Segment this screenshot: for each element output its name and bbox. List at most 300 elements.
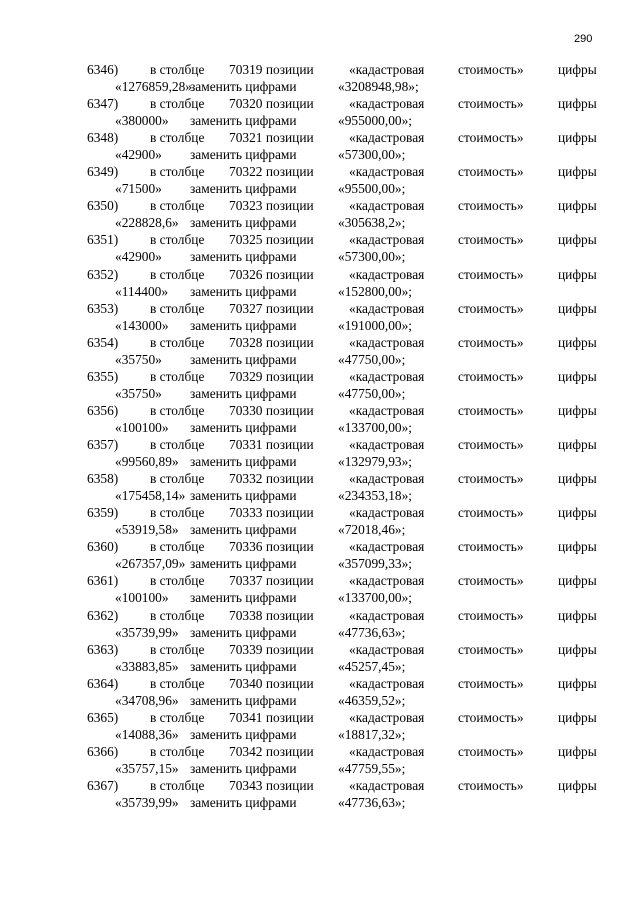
amendment-item	[0, 129, 640, 163]
item-number: 6352)	[87, 266, 119, 282]
position-code	[229, 61, 314, 78]
position-code-value: 70333	[229, 505, 263, 521]
item-number: 6361)	[87, 573, 119, 589]
column-label: в столбце	[150, 641, 205, 657]
amendment-item	[0, 572, 640, 606]
cost-label: стоимость»	[458, 675, 524, 691]
replace-label: заменить цифрами	[190, 794, 297, 810]
amendment-item	[0, 266, 640, 300]
amendment-line-2	[0, 78, 640, 95]
old-value: «42900»	[115, 147, 162, 163]
new-value: «234353,18»;	[338, 488, 413, 504]
old-value: «100100»	[115, 419, 169, 435]
old-value: «35750»	[115, 351, 162, 367]
position-code	[229, 777, 314, 794]
position-code	[229, 402, 314, 419]
cost-label: стоимость»	[458, 709, 524, 725]
column-label: в столбце	[150, 368, 205, 384]
position-label: позиции	[265, 709, 314, 725]
replace-label: заменить цифрами	[190, 113, 297, 129]
digits-label: цифры	[558, 743, 597, 759]
digits-label: цифры	[558, 777, 597, 793]
position-code-value: 70326	[229, 266, 263, 282]
amendment-line-1	[0, 743, 640, 760]
old-value: «35739,99»	[115, 794, 179, 810]
replace-label: заменить цифрами	[190, 317, 297, 333]
position-label: позиции	[265, 402, 314, 418]
item-number: 6354)	[87, 334, 119, 350]
position-code	[229, 504, 314, 521]
amendment-item	[0, 163, 640, 197]
item-number: 6365)	[87, 709, 119, 725]
item-number: 6353)	[87, 300, 119, 316]
column-label: в столбце	[150, 777, 205, 793]
item-number: 6360)	[87, 539, 119, 555]
amendment-item	[0, 436, 640, 470]
amendment-item	[0, 95, 640, 129]
cadastral-label: «кадастровая	[349, 505, 425, 521]
digits-label: цифры	[558, 368, 597, 384]
digits-label: цифры	[558, 607, 597, 623]
old-value: «1276859,28»	[115, 79, 192, 94]
new-value: «133700,00»;	[338, 419, 413, 435]
digits-label: цифры	[558, 539, 597, 555]
replace-label: заменить цифрами	[190, 147, 297, 163]
position-label: позиции	[265, 96, 314, 112]
column-label: в столбце	[150, 232, 205, 248]
position-label: позиции	[265, 675, 314, 691]
digits-label: цифры	[558, 505, 597, 521]
old-value: «14088,36»	[115, 726, 179, 742]
amendment-line-2	[0, 555, 640, 572]
position-code-value: 70340	[229, 675, 263, 691]
digits-label: цифры	[558, 266, 597, 282]
amendment-line-2	[0, 283, 640, 300]
position-code-value: 70329	[229, 368, 263, 384]
amendment-line-2	[0, 180, 640, 197]
old-value: «100100»	[115, 590, 169, 606]
position-code	[229, 95, 314, 112]
cost-label: стоимость»	[458, 62, 524, 77]
replace-label: заменить цифрами	[190, 760, 297, 776]
position-label: позиции	[265, 62, 314, 77]
replace-label: заменить цифрами	[190, 419, 297, 435]
item-number: 6357)	[87, 437, 119, 453]
amendment-line-2	[0, 487, 640, 504]
digits-label: цифры	[558, 641, 597, 657]
amendment-item	[0, 504, 640, 538]
item-number: 6367)	[87, 777, 119, 793]
amendment-line-2	[0, 794, 640, 811]
position-code	[229, 129, 314, 146]
cost-label: стоимость»	[458, 368, 524, 384]
replace-label: заменить цифрами	[190, 181, 297, 197]
position-code	[229, 368, 314, 385]
amendment-line-1	[0, 197, 640, 214]
digits-label: цифры	[558, 334, 597, 350]
old-value: «114400»	[115, 283, 169, 299]
amendment-line-2	[0, 317, 640, 334]
column-label: в столбце	[150, 505, 205, 521]
cadastral-label: «кадастровая	[349, 368, 425, 384]
replace-label: заменить цифрами	[190, 351, 297, 367]
new-value: «305638,2»;	[338, 215, 406, 231]
cadastral-label: «кадастровая	[349, 198, 425, 214]
amendment-line-1	[0, 61, 640, 78]
item-number: 6363)	[87, 641, 119, 657]
position-code-value: 70338	[229, 607, 263, 623]
old-value: «71500»	[115, 181, 162, 197]
position-label: позиции	[265, 573, 314, 589]
position-code	[229, 266, 314, 283]
amendment-line-2	[0, 351, 640, 368]
amendment-item	[0, 334, 640, 368]
amendment-line-1	[0, 538, 640, 555]
digits-label: цифры	[558, 402, 597, 418]
position-code-value: 70343	[229, 777, 263, 793]
amendment-line-1	[0, 641, 640, 658]
amendment-line-2	[0, 760, 640, 777]
position-code-value: 70336	[229, 539, 263, 555]
amendment-line-1	[0, 402, 640, 419]
column-label: в столбце	[150, 607, 205, 623]
item-number: 6346)	[87, 62, 119, 77]
cadastral-label: «кадастровая	[349, 130, 425, 146]
amendment-line-2	[0, 692, 640, 709]
position-code	[229, 641, 314, 658]
amendment-item	[0, 641, 640, 675]
amendment-line-1	[0, 675, 640, 692]
cost-label: стоимость»	[458, 437, 524, 453]
position-code	[229, 538, 314, 555]
amendment-item	[0, 231, 640, 265]
amendment-line-1	[0, 266, 640, 283]
cadastral-label: «кадастровая	[349, 675, 425, 691]
amendment-line-1	[0, 300, 640, 317]
replace-label: заменить цифрами	[190, 658, 297, 674]
amendment-line-2	[0, 624, 640, 641]
digits-label: цифры	[558, 573, 597, 589]
column-label: в столбце	[150, 573, 205, 589]
replace-label: заменить цифрами	[190, 249, 297, 265]
old-value: «53919,58»	[115, 522, 179, 538]
amendment-list	[0, 61, 640, 811]
position-label: позиции	[265, 777, 314, 793]
new-value: «47736,63»;	[338, 624, 406, 640]
cadastral-label: «кадастровая	[349, 471, 425, 487]
old-value: «175458,14»	[115, 488, 186, 504]
cost-label: стоимость»	[458, 573, 524, 589]
position-label: позиции	[265, 641, 314, 657]
digits-label: цифры	[558, 130, 597, 146]
replace-label: заменить цифрами	[190, 385, 297, 401]
cost-label: стоимость»	[458, 334, 524, 350]
column-label: в столбце	[150, 437, 205, 453]
new-value: «955000,00»;	[338, 113, 413, 129]
position-code	[229, 470, 314, 487]
item-number: 6356)	[87, 402, 119, 418]
column-label: в столбце	[150, 402, 205, 418]
column-label: в столбце	[150, 62, 205, 77]
cost-label: стоимость»	[458, 266, 524, 282]
replace-label: заменить цифрами	[190, 624, 297, 640]
amendment-line-2	[0, 112, 640, 129]
position-code	[229, 163, 314, 180]
digits-label: цифры	[558, 96, 597, 112]
replace-label: заменить цифрами	[190, 522, 297, 538]
position-code-value: 70319	[229, 62, 263, 77]
cadastral-label: «кадастровая	[349, 743, 425, 759]
item-number: 6347)	[87, 96, 119, 112]
old-value: «35750»	[115, 385, 162, 401]
amendment-line-2	[0, 248, 640, 265]
new-value: «133700,00»;	[338, 590, 413, 606]
amendment-line-1	[0, 572, 640, 589]
position-code-value: 70323	[229, 198, 263, 214]
column-label: в столбце	[150, 266, 205, 282]
item-number: 6348)	[87, 130, 119, 146]
position-code-value: 70331	[229, 437, 263, 453]
replace-label: заменить цифрами	[190, 215, 297, 231]
position-label: позиции	[265, 437, 314, 453]
new-value: «46359,52»;	[338, 692, 406, 708]
old-value: «35757,15»	[115, 760, 179, 776]
old-value: «267357,09»	[115, 556, 186, 572]
new-value: «47736,63»;	[338, 794, 406, 810]
position-code-value: 70342	[229, 743, 263, 759]
amendment-line-2	[0, 521, 640, 538]
position-code	[229, 334, 314, 351]
digits-label: цифры	[558, 675, 597, 691]
item-number: 6350)	[87, 198, 119, 214]
amendment-line-1	[0, 607, 640, 624]
digits-label: цифры	[558, 198, 597, 214]
column-label: в столбце	[150, 471, 205, 487]
new-value: «57300,00»;	[338, 147, 406, 163]
old-value: «34708,96»	[115, 692, 179, 708]
position-label: позиции	[265, 743, 314, 759]
amendment-line-2	[0, 385, 640, 402]
amendment-item	[0, 368, 640, 402]
amendment-item	[0, 777, 640, 811]
amendment-line-1	[0, 95, 640, 112]
cadastral-label: «кадастровая	[349, 232, 425, 248]
amendment-item	[0, 470, 640, 504]
cost-label: стоимость»	[458, 777, 524, 793]
amendment-item	[0, 709, 640, 743]
position-code-value: 70322	[229, 164, 263, 180]
position-label: позиции	[265, 334, 314, 350]
new-value: «95500,00»;	[338, 181, 406, 197]
replace-label: заменить цифрами	[190, 283, 297, 299]
cadastral-label: «кадастровая	[349, 334, 425, 350]
new-value: «18817,32»;	[338, 726, 406, 742]
position-code-value: 70341	[229, 709, 263, 725]
amendment-line-2	[0, 146, 640, 163]
item-number: 6359)	[87, 505, 119, 521]
column-label: в столбце	[150, 675, 205, 691]
column-label: в столбце	[150, 334, 205, 350]
cost-label: стоимость»	[458, 130, 524, 146]
position-label: позиции	[265, 607, 314, 623]
amendment-line-1	[0, 777, 640, 794]
amendment-item	[0, 607, 640, 641]
position-label: позиции	[265, 539, 314, 555]
new-value: «47750,00»;	[338, 385, 406, 401]
new-value: «45257,45»;	[338, 658, 406, 674]
column-label: в столбце	[150, 539, 205, 555]
amendment-item	[0, 197, 640, 231]
amendment-item	[0, 743, 640, 777]
amendment-item	[0, 675, 640, 709]
cadastral-label: «кадастровая	[349, 573, 425, 589]
cadastral-label: «кадастровая	[349, 402, 425, 418]
amendment-line-1	[0, 163, 640, 180]
new-value: «152800,00»;	[338, 283, 413, 299]
cost-label: стоимость»	[458, 402, 524, 418]
position-code-value: 70332	[229, 471, 263, 487]
cost-label: стоимость»	[458, 743, 524, 759]
position-code-value: 70327	[229, 300, 263, 316]
replace-label: заменить цифрами	[190, 692, 297, 708]
amendment-line-1	[0, 231, 640, 248]
column-label: в столбце	[150, 198, 205, 214]
new-value: «3208948,98»;	[338, 79, 419, 94]
new-value: «357099,33»;	[338, 556, 413, 572]
cost-label: стоимость»	[458, 96, 524, 112]
position-code	[229, 743, 314, 760]
position-code	[229, 709, 314, 726]
cadastral-label: «кадастровая	[349, 96, 425, 112]
digits-label: цифры	[558, 709, 597, 725]
digits-label: цифры	[558, 164, 597, 180]
column-label: в столбце	[150, 96, 205, 112]
replace-label: заменить цифрами	[190, 556, 297, 572]
cadastral-label: «кадастровая	[349, 266, 425, 282]
amendment-line-1	[0, 334, 640, 351]
new-value: «57300,00»;	[338, 249, 406, 265]
cadastral-label: «кадастровая	[349, 62, 425, 77]
position-code-value: 70337	[229, 573, 263, 589]
old-value: «35739,99»	[115, 624, 179, 640]
replace-label: заменить цифрами	[190, 590, 297, 606]
position-code-value: 70321	[229, 130, 263, 146]
position-label: позиции	[265, 505, 314, 521]
item-number: 6362)	[87, 607, 119, 623]
item-number: 6358)	[87, 471, 119, 487]
amendment-item	[0, 538, 640, 572]
amendment-line-2	[0, 589, 640, 606]
amendment-line-1	[0, 709, 640, 726]
old-value: «228828,6»	[115, 215, 179, 231]
cost-label: стоимость»	[458, 164, 524, 180]
position-label: позиции	[265, 130, 314, 146]
cost-label: стоимость»	[458, 607, 524, 623]
position-label: позиции	[265, 266, 314, 282]
cost-label: стоимость»	[458, 471, 524, 487]
item-number: 6364)	[87, 675, 119, 691]
amendment-line-1	[0, 504, 640, 521]
amendment-item	[0, 402, 640, 436]
page-number: 290	[574, 33, 593, 45]
item-number: 6349)	[87, 164, 119, 180]
position-label: позиции	[265, 368, 314, 384]
new-value: «72018,46»;	[338, 522, 406, 538]
amendment-line-2	[0, 726, 640, 743]
column-label: в столбце	[150, 164, 205, 180]
position-code-value: 70320	[229, 96, 263, 112]
old-value: «143000»	[115, 317, 169, 333]
replace-label: заменить цифрами	[190, 488, 297, 504]
column-label: в столбце	[150, 743, 205, 759]
column-label: в столбце	[150, 300, 205, 316]
position-label: позиции	[265, 300, 314, 316]
position-code	[229, 197, 314, 214]
amendment-item	[0, 300, 640, 334]
amendment-line-1	[0, 436, 640, 453]
amendment-item	[0, 61, 640, 95]
new-value: «132979,93»;	[338, 454, 413, 470]
cost-label: стоимость»	[458, 641, 524, 657]
cost-label: стоимость»	[458, 198, 524, 214]
cadastral-label: «кадастровая	[349, 300, 425, 316]
item-number: 6355)	[87, 368, 119, 384]
cadastral-label: «кадастровая	[349, 777, 425, 793]
amendment-line-1	[0, 129, 640, 146]
position-label: позиции	[265, 198, 314, 214]
amendment-line-2	[0, 658, 640, 675]
digits-label: цифры	[558, 62, 597, 77]
item-number: 6351)	[87, 232, 119, 248]
replace-label: заменить цифрами	[190, 79, 297, 94]
cadastral-label: «кадастровая	[349, 437, 425, 453]
position-code	[229, 436, 314, 453]
item-number: 6366)	[87, 743, 119, 759]
amendment-line-2	[0, 419, 640, 436]
old-value: «33883,85»	[115, 658, 179, 674]
replace-label: заменить цифрами	[190, 726, 297, 742]
amendment-line-1	[0, 470, 640, 487]
old-value: «99560,89»	[115, 454, 179, 470]
cadastral-label: «кадастровая	[349, 539, 425, 555]
cost-label: стоимость»	[458, 505, 524, 521]
new-value: «47759,55»;	[338, 760, 406, 776]
amendment-line-2	[0, 453, 640, 470]
amendment-line-1	[0, 368, 640, 385]
position-code-value: 70339	[229, 641, 263, 657]
cadastral-label: «кадастровая	[349, 164, 425, 180]
new-value: «47750,00»;	[338, 351, 406, 367]
old-value: «42900»	[115, 249, 162, 265]
position-code	[229, 231, 314, 248]
old-value: «380000»	[115, 113, 169, 129]
column-label: в столбце	[150, 130, 205, 146]
position-label: позиции	[265, 471, 314, 487]
position-code	[229, 607, 314, 624]
cadastral-label: «кадастровая	[349, 641, 425, 657]
digits-label: цифры	[558, 471, 597, 487]
position-code-value: 70330	[229, 402, 263, 418]
position-code-value: 70325	[229, 232, 263, 248]
amendment-line-2	[0, 214, 640, 231]
position-label: позиции	[265, 232, 314, 248]
replace-label: заменить цифрами	[190, 454, 297, 470]
position-code	[229, 675, 314, 692]
cost-label: стоимость»	[458, 232, 524, 248]
cost-label: стоимость»	[458, 539, 524, 555]
new-value: «191000,00»;	[338, 317, 413, 333]
cost-label: стоимость»	[458, 300, 524, 316]
